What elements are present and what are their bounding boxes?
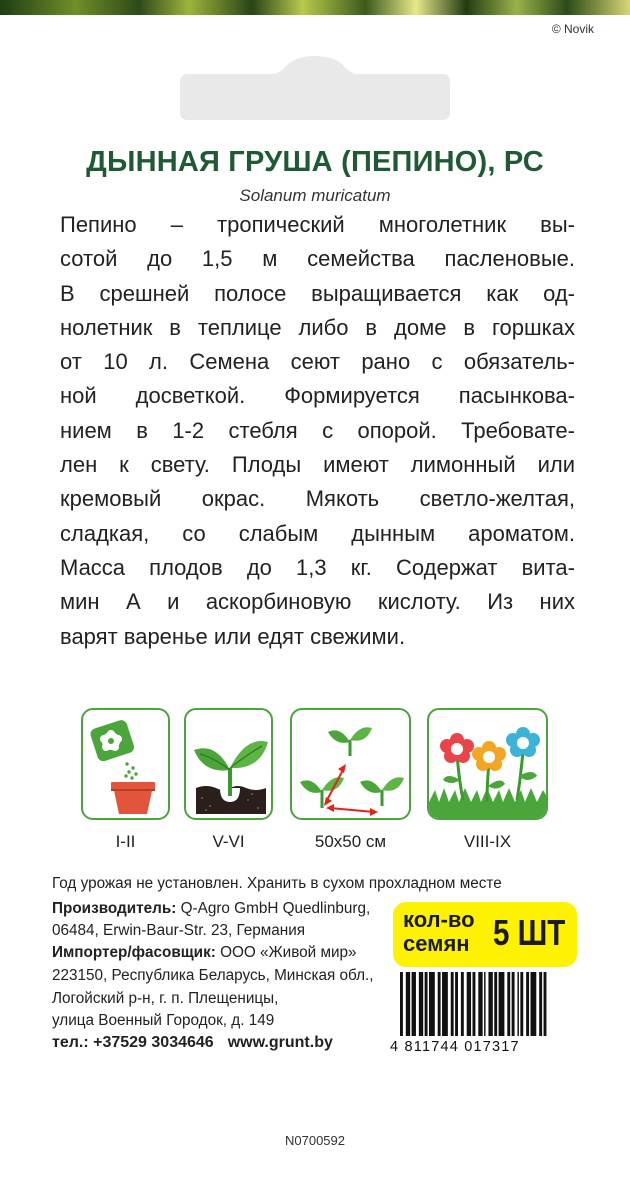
product-title: ДЫННАЯ ГРУША (ПЕПИНО), РС: [86, 146, 544, 178]
copyright: © Novik: [551, 22, 594, 36]
planting-scheme-label: 50x50 см: [314, 832, 387, 851]
importer-address-line: Логойский р-н, г. п. Плещеницы,: [52, 990, 279, 1007]
flowers-label: VIII-IX: [463, 832, 512, 851]
phone: тел.: +37529 3034646: [52, 1034, 214, 1051]
barcode-bar: [507, 972, 510, 1036]
planting-scheme-icon: [290, 708, 411, 820]
description-line: ной досветкой. Формируется пасынкова-: [60, 383, 575, 409]
manufacturer-label: Производитель:: [52, 900, 177, 917]
barcode-bar: [517, 972, 518, 1036]
latin-name: Solanum muricatum: [239, 186, 391, 205]
barcode-digits: 4 811744 017317: [390, 1039, 520, 1055]
description-line: сотой до 1,5 м семейства пасленовые.: [60, 246, 575, 272]
seedling-label: V-VI: [212, 832, 245, 851]
quantity-label: [403, 908, 475, 956]
description-line: нием в 1-2 стебля с опорой. Требовате-: [60, 417, 575, 443]
description-line: В срешней полосе выращивается как од-: [60, 280, 575, 306]
barcode-bar: [438, 972, 441, 1036]
barcode-bar: [494, 972, 497, 1036]
barcode-bar: [400, 972, 403, 1036]
description-line: варят варенье или едят свежими.: [60, 623, 406, 649]
package-window-outline: [180, 56, 450, 120]
barcode-bar: [539, 972, 542, 1036]
barcode-bar: [412, 972, 416, 1036]
growing-icons: [0, 708, 630, 858]
product-code: N0700592: [285, 1133, 345, 1148]
importer-line1: [52, 944, 357, 962]
manufacturer-value: Q-Agro GmbH Quedlinburg,: [176, 900, 371, 917]
barcode-bar: [419, 972, 423, 1036]
importer-value: ООО «Живой мир»: [215, 944, 357, 961]
barcode-bar: [425, 972, 428, 1036]
barcode-bar: [455, 972, 458, 1036]
barcode-bar: [406, 972, 410, 1036]
description-line: от 10 л. Семена сеют рано с обязатель-: [60, 349, 575, 375]
contacts: [52, 1034, 347, 1052]
barcode-bar: [451, 972, 454, 1036]
top-photo-strip: [0, 0, 630, 15]
quantity-value: 5 ШТ: [493, 912, 566, 953]
importer-address-line: улица Военный Городок, д. 149: [52, 1012, 275, 1029]
barcode-bar: [499, 972, 505, 1036]
barcode: [390, 972, 575, 1038]
barcode-bar: [473, 972, 476, 1036]
importer-address-line: 223150, Республика Беларусь, Минская обл.,: [52, 967, 374, 984]
description-line: сладкая, со слабым дынным ароматом.: [60, 520, 575, 546]
barcode-bar: [461, 972, 464, 1036]
description-line: Масса плодов до 1,3 кг. Содержат вита-: [60, 554, 575, 580]
sowing-icon: [81, 708, 170, 820]
barcode-bar: [488, 972, 492, 1036]
barcode-bar: [544, 972, 547, 1036]
barcode-bar: [467, 972, 471, 1036]
barcode-bar: [531, 972, 537, 1036]
description: [60, 208, 575, 654]
importer-label: Импортер/фасовщик:: [52, 944, 216, 961]
quantity-label-line: семян: [403, 931, 470, 956]
barcode-bar: [512, 972, 515, 1036]
description-line: Пепино – тропический многолетник вы-: [60, 212, 575, 237]
barcode-bar: [478, 972, 482, 1036]
manufacturer-line2: 06484, Erwin-Baur-Str. 23, Германия: [52, 922, 306, 939]
sowing-label: I-II: [115, 832, 136, 851]
barcode-bar: [429, 972, 435, 1036]
manufacturer-line1: [52, 900, 370, 918]
seedling-icon: [184, 708, 273, 820]
description-line: лен к свету. Плоды имеют лимонный или: [60, 452, 575, 478]
barcode-bar: [526, 972, 529, 1036]
barcode-bar: [442, 972, 448, 1036]
seed-quantity-badge: [393, 902, 577, 967]
barcode-bar: [520, 972, 523, 1036]
storage-note: Год урожая не установлен. Хранить в сухом прохладном месте: [52, 875, 502, 892]
website-link[interactable]: www.grunt.by: [227, 1034, 333, 1051]
description-line: кремовый окрас. Мякоть светло-желтая,: [60, 486, 575, 512]
barcode-bar: [484, 972, 485, 1036]
flowers-icon: [427, 708, 548, 820]
quantity-label-line: кол-во: [403, 907, 475, 932]
description-line: мин А и аскорбиновую кислоту. Из них: [60, 589, 575, 615]
description-line: нолетник в теплице либо в доме в горшках: [60, 314, 575, 340]
